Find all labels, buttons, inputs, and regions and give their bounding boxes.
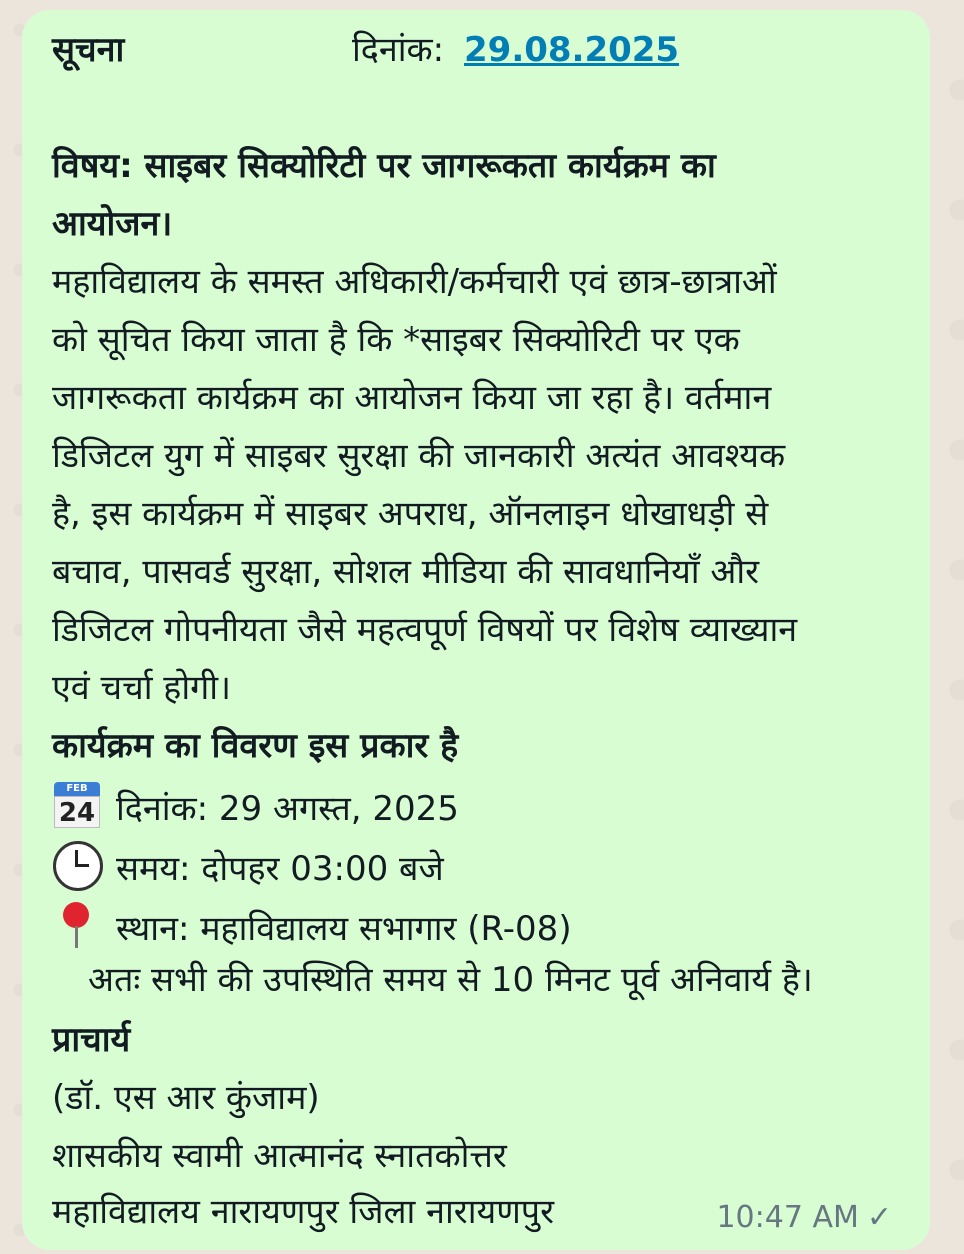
subject-line-1: विषय: साइबर सिक्योरिटी पर जागरूकता कार्यक्रम का [52, 146, 716, 186]
calendar-month: FEB [54, 782, 100, 796]
single-check-icon: ✓ [866, 1200, 892, 1235]
clock-icon [52, 840, 102, 890]
message-timestamp: 10:47 AM [716, 1200, 859, 1235]
pushpin-icon [52, 900, 102, 950]
date-link[interactable]: 29.08.2025 [464, 30, 680, 70]
institution-line-1: शासकीय स्वामी आत्मानंद स्नातकोत्तर [52, 1136, 507, 1176]
subject-line-2: आयोजन। [52, 204, 173, 244]
calendar-day: 24 [54, 796, 100, 828]
calendar-icon [52, 780, 102, 830]
body-line: डिजिटल युग में साइबर सुरक्षा की जानकारी अत्यंत आवश्यक [52, 436, 786, 476]
body-line: महाविद्यालय के समस्त अधिकारी/कर्मचारी एवं छात्र-छात्राओं [52, 262, 777, 302]
notice-title: सूचना [52, 30, 125, 70]
date-label: दिनांक: [352, 30, 445, 70]
event-time-row [52, 840, 444, 891]
details-heading: कार्यक्रम का विवरण इस प्रकार है [52, 726, 459, 766]
event-place: स्थान: महाविद्यालय सभागार (R-08) [116, 909, 572, 949]
attendance-note: अतः सभी की उपस्थिति समय से 10 मिनट पूर्व अनिवार्य है। [88, 960, 813, 1000]
body-line: जागरूकता कार्यक्रम का आयोजन किया जा रहा है। वर्तमान [52, 378, 772, 418]
event-time: समय: दोपहर 03:00 बजे [116, 849, 444, 889]
signatory-title: प्राचार्य [52, 1020, 131, 1060]
body-line: को सूचित किया जाता है कि *साइबर सिक्योरिटी पर एक [52, 320, 740, 360]
body-line: बचाव, पासवर्ड सुरक्षा, सोशल मीडिया की सावधानियाँ और [52, 552, 760, 592]
message-bubble[interactable] [22, 10, 930, 1250]
signatory-name: (डॉ. एस आर कुंजाम) [52, 1078, 320, 1118]
body-line: डिजिटल गोपनीयता जैसे महत्वपूर्ण विषयों पर विशेष व्याख्यान [52, 610, 798, 650]
body-line: है, इस कार्यक्रम में साइबर अपराध, ऑनलाइन धोखाधड़ी से [52, 494, 769, 534]
body-line: एवं चर्चा होगी। [52, 668, 232, 708]
institution-line-2: महाविद्यालय नारायणपुर जिला नारायणपुर [52, 1192, 555, 1232]
event-place-row [52, 900, 572, 951]
event-date: दिनांक: 29 अगस्त, 2025 [116, 789, 459, 829]
message-meta [716, 1200, 892, 1236]
event-date-row [52, 780, 459, 831]
